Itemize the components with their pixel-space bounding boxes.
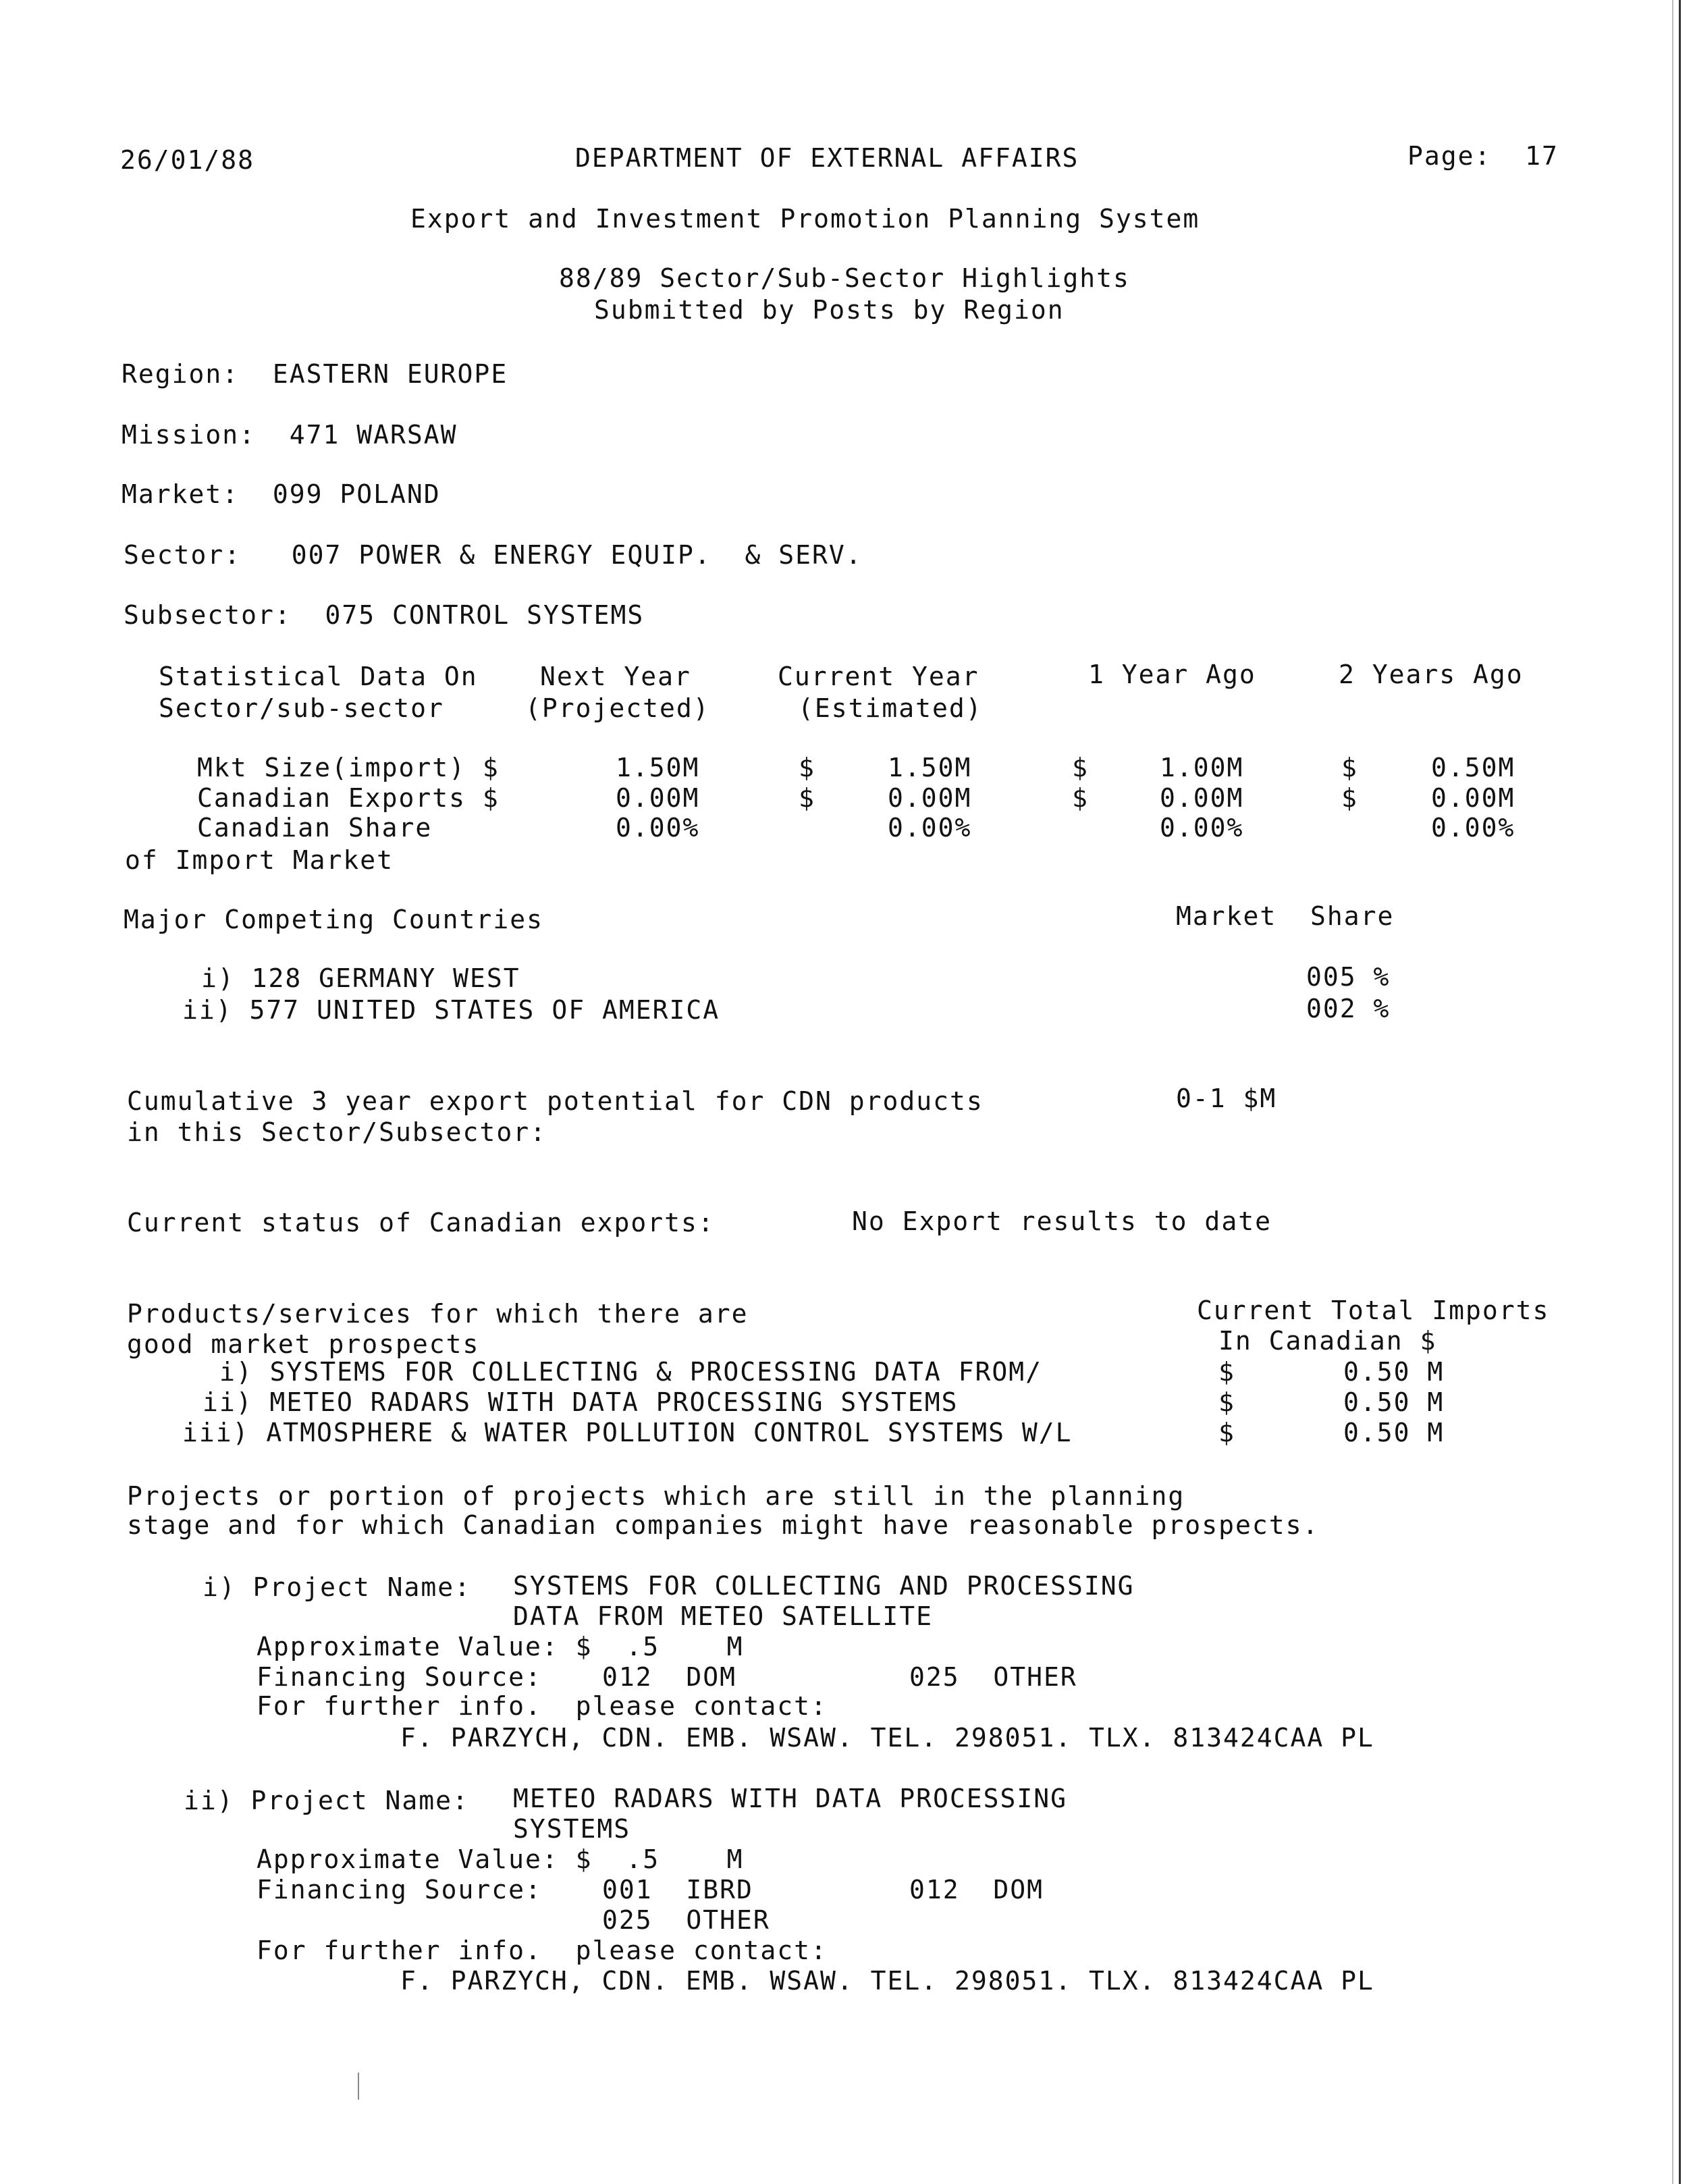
contact-details: F. PARZYCH, CDN. EMB. WSAW. TEL. 298051. TLX. 813424CAA PL: [400, 1966, 1374, 1996]
financing-source: 025 OTHER: [909, 1662, 1077, 1692]
product-value: 0.50 M: [1343, 1418, 1445, 1447]
status-label: Current status of Canadian exports:: [127, 1208, 715, 1237]
page-number: Page: 17: [1407, 141, 1559, 171]
project-name-cont: DATA FROM METEO SATELLITE: [513, 1601, 933, 1631]
subsector-line: Subsector: 075 CONTROL SYSTEMS: [124, 600, 645, 630]
sector-line: Sector: 007 POWER & ENERGY EQUIP. & SERV.: [124, 540, 863, 570]
stats-value: 0.00%: [1160, 813, 1244, 843]
department-title: DEPARTMENT OF EXTERNAL AFFAIRS: [575, 143, 1079, 173]
stats-value: 0.00M: [1160, 783, 1244, 813]
project-name: SYSTEMS FOR COLLECTING AND PROCESSING: [513, 1571, 1135, 1601]
financing-label: Financing Source:: [257, 1875, 542, 1905]
financing-label: Financing Source:: [257, 1662, 542, 1692]
competitors-share-heading: Market Share: [1176, 901, 1395, 931]
stats-dollar: $: [799, 753, 815, 782]
product-value: 0.50 M: [1343, 1387, 1445, 1417]
report-date: 26/01/88: [120, 145, 255, 175]
stats-dollar: $: [1072, 753, 1089, 782]
stats-label-line1: Statistical Data On: [159, 662, 478, 691]
scan-mark: [358, 2073, 359, 2100]
project-name-cont: SYSTEMS: [513, 1814, 631, 1844]
projects-intro-line1: Projects or portion of projects which are still in the planning: [127, 1481, 1185, 1511]
stats-dollar: $: [1341, 753, 1358, 782]
potential-value: 0-1 $M: [1176, 1084, 1277, 1113]
stats-col-header: Next Year: [540, 662, 691, 691]
stats-value: 1.50M: [616, 753, 700, 782]
stats-value: 0.00%: [616, 813, 700, 843]
stats-value: 0.00M: [1431, 783, 1515, 813]
products-line2: good market prospects: [127, 1329, 480, 1359]
product-item: iii) ATMOSPHERE & WATER POLLUTION CONTROL SYSTEMS W/L: [182, 1418, 1073, 1447]
financing-source: 012 DOM: [909, 1875, 1044, 1905]
contact-label: For further info. please contact:: [257, 1936, 828, 1965]
project-value: Approximate Value: $ .5 M: [257, 1632, 744, 1661]
system-title: Export and Investment Promotion Planning System: [410, 204, 1200, 234]
region-line: Region: EASTERN EUROPE: [122, 359, 508, 389]
stats-col-header: 2 Years Ago: [1339, 660, 1524, 689]
stats-col-header: Current Year: [778, 662, 979, 691]
products-line1: Products/services for which there are: [127, 1299, 749, 1329]
stats-col-subheader: (Estimated): [798, 693, 983, 723]
stats-value: 1.50M: [888, 753, 972, 782]
stats-label-line2: Sector/sub-sector: [159, 693, 444, 723]
financing-source: 001 IBRD: [602, 1875, 753, 1905]
stats-row-label: Canadian Share: [197, 813, 433, 843]
market-line: Market: 099 POLAND: [122, 479, 441, 509]
products-col-header: Current Total Imports: [1197, 1296, 1550, 1325]
stats-value: 0.50M: [1431, 753, 1515, 782]
page-edge: [1672, 0, 1681, 2184]
stats-col-header: 1 Year Ago: [1088, 660, 1256, 689]
product-dollar: $: [1218, 1357, 1235, 1387]
project-value: Approximate Value: $ .5 M: [257, 1844, 744, 1874]
potential-line1: Cumulative 3 year export potential for CDN products: [127, 1086, 984, 1116]
product-item: ii) METEO RADARS WITH DATA PROCESSING SYSTEMS: [203, 1387, 959, 1417]
project-name-label: i) Project Name:: [203, 1572, 472, 1602]
stats-value: 0.00%: [888, 813, 972, 843]
project-name: METEO RADARS WITH DATA PROCESSING: [513, 1784, 1067, 1813]
projects-intro-line2: stage and for which Canadian companies might have reasonable prospects.: [127, 1510, 1320, 1540]
stats-dollar: $: [1341, 783, 1358, 813]
product-item: i) SYSTEMS FOR COLLECTING & PROCESSING DATA FROM/: [219, 1357, 1043, 1387]
products-col-subheader: In Canadian $: [1218, 1326, 1437, 1356]
stats-share-suffix: of Import Market: [125, 845, 394, 875]
competitor-item: ii) 577 UNITED STATES OF AMERICA: [182, 995, 720, 1025]
financing-source: 025 OTHER: [602, 1905, 770, 1935]
financing-source: 012 DOM: [602, 1662, 737, 1692]
stats-value: 1.00M: [1160, 753, 1244, 782]
report-title: 88/89 Sector/Sub-Sector Highlights: [559, 263, 1130, 293]
report-subtitle: Submitted by Posts by Region: [594, 295, 1065, 325]
stats-value: 0.00%: [1431, 813, 1515, 843]
product-dollar: $: [1218, 1418, 1235, 1447]
competitor-item: i) 128 GERMANY WEST: [201, 963, 520, 993]
project-name-label: ii) Project Name:: [184, 1786, 469, 1815]
potential-line2: in this Sector/Subsector:: [127, 1117, 547, 1147]
mission-line: Mission: 471 WARSAW: [122, 420, 458, 450]
stats-dollar: $: [1072, 783, 1089, 813]
competitors-heading: Major Competing Countries: [124, 905, 543, 934]
product-value: 0.50 M: [1343, 1357, 1445, 1387]
stats-value: 0.00M: [616, 783, 700, 813]
contact-label: For further info. please contact:: [257, 1691, 828, 1721]
stats-col-subheader: (Projected): [525, 693, 710, 723]
stats-row-label: Canadian Exports $: [197, 783, 500, 813]
stats-value: 0.00M: [888, 783, 972, 813]
stats-row-label: Mkt Size(import) $: [197, 753, 500, 782]
product-dollar: $: [1218, 1387, 1235, 1417]
contact-details: F. PARZYCH, CDN. EMB. WSAW. TEL. 298051. TLX. 813424CAA PL: [400, 1723, 1374, 1753]
status-value: No Export results to date: [852, 1206, 1272, 1236]
stats-dollar: $: [799, 783, 815, 813]
competitor-share: 005 %: [1306, 962, 1391, 992]
competitor-share: 002 %: [1306, 994, 1391, 1023]
